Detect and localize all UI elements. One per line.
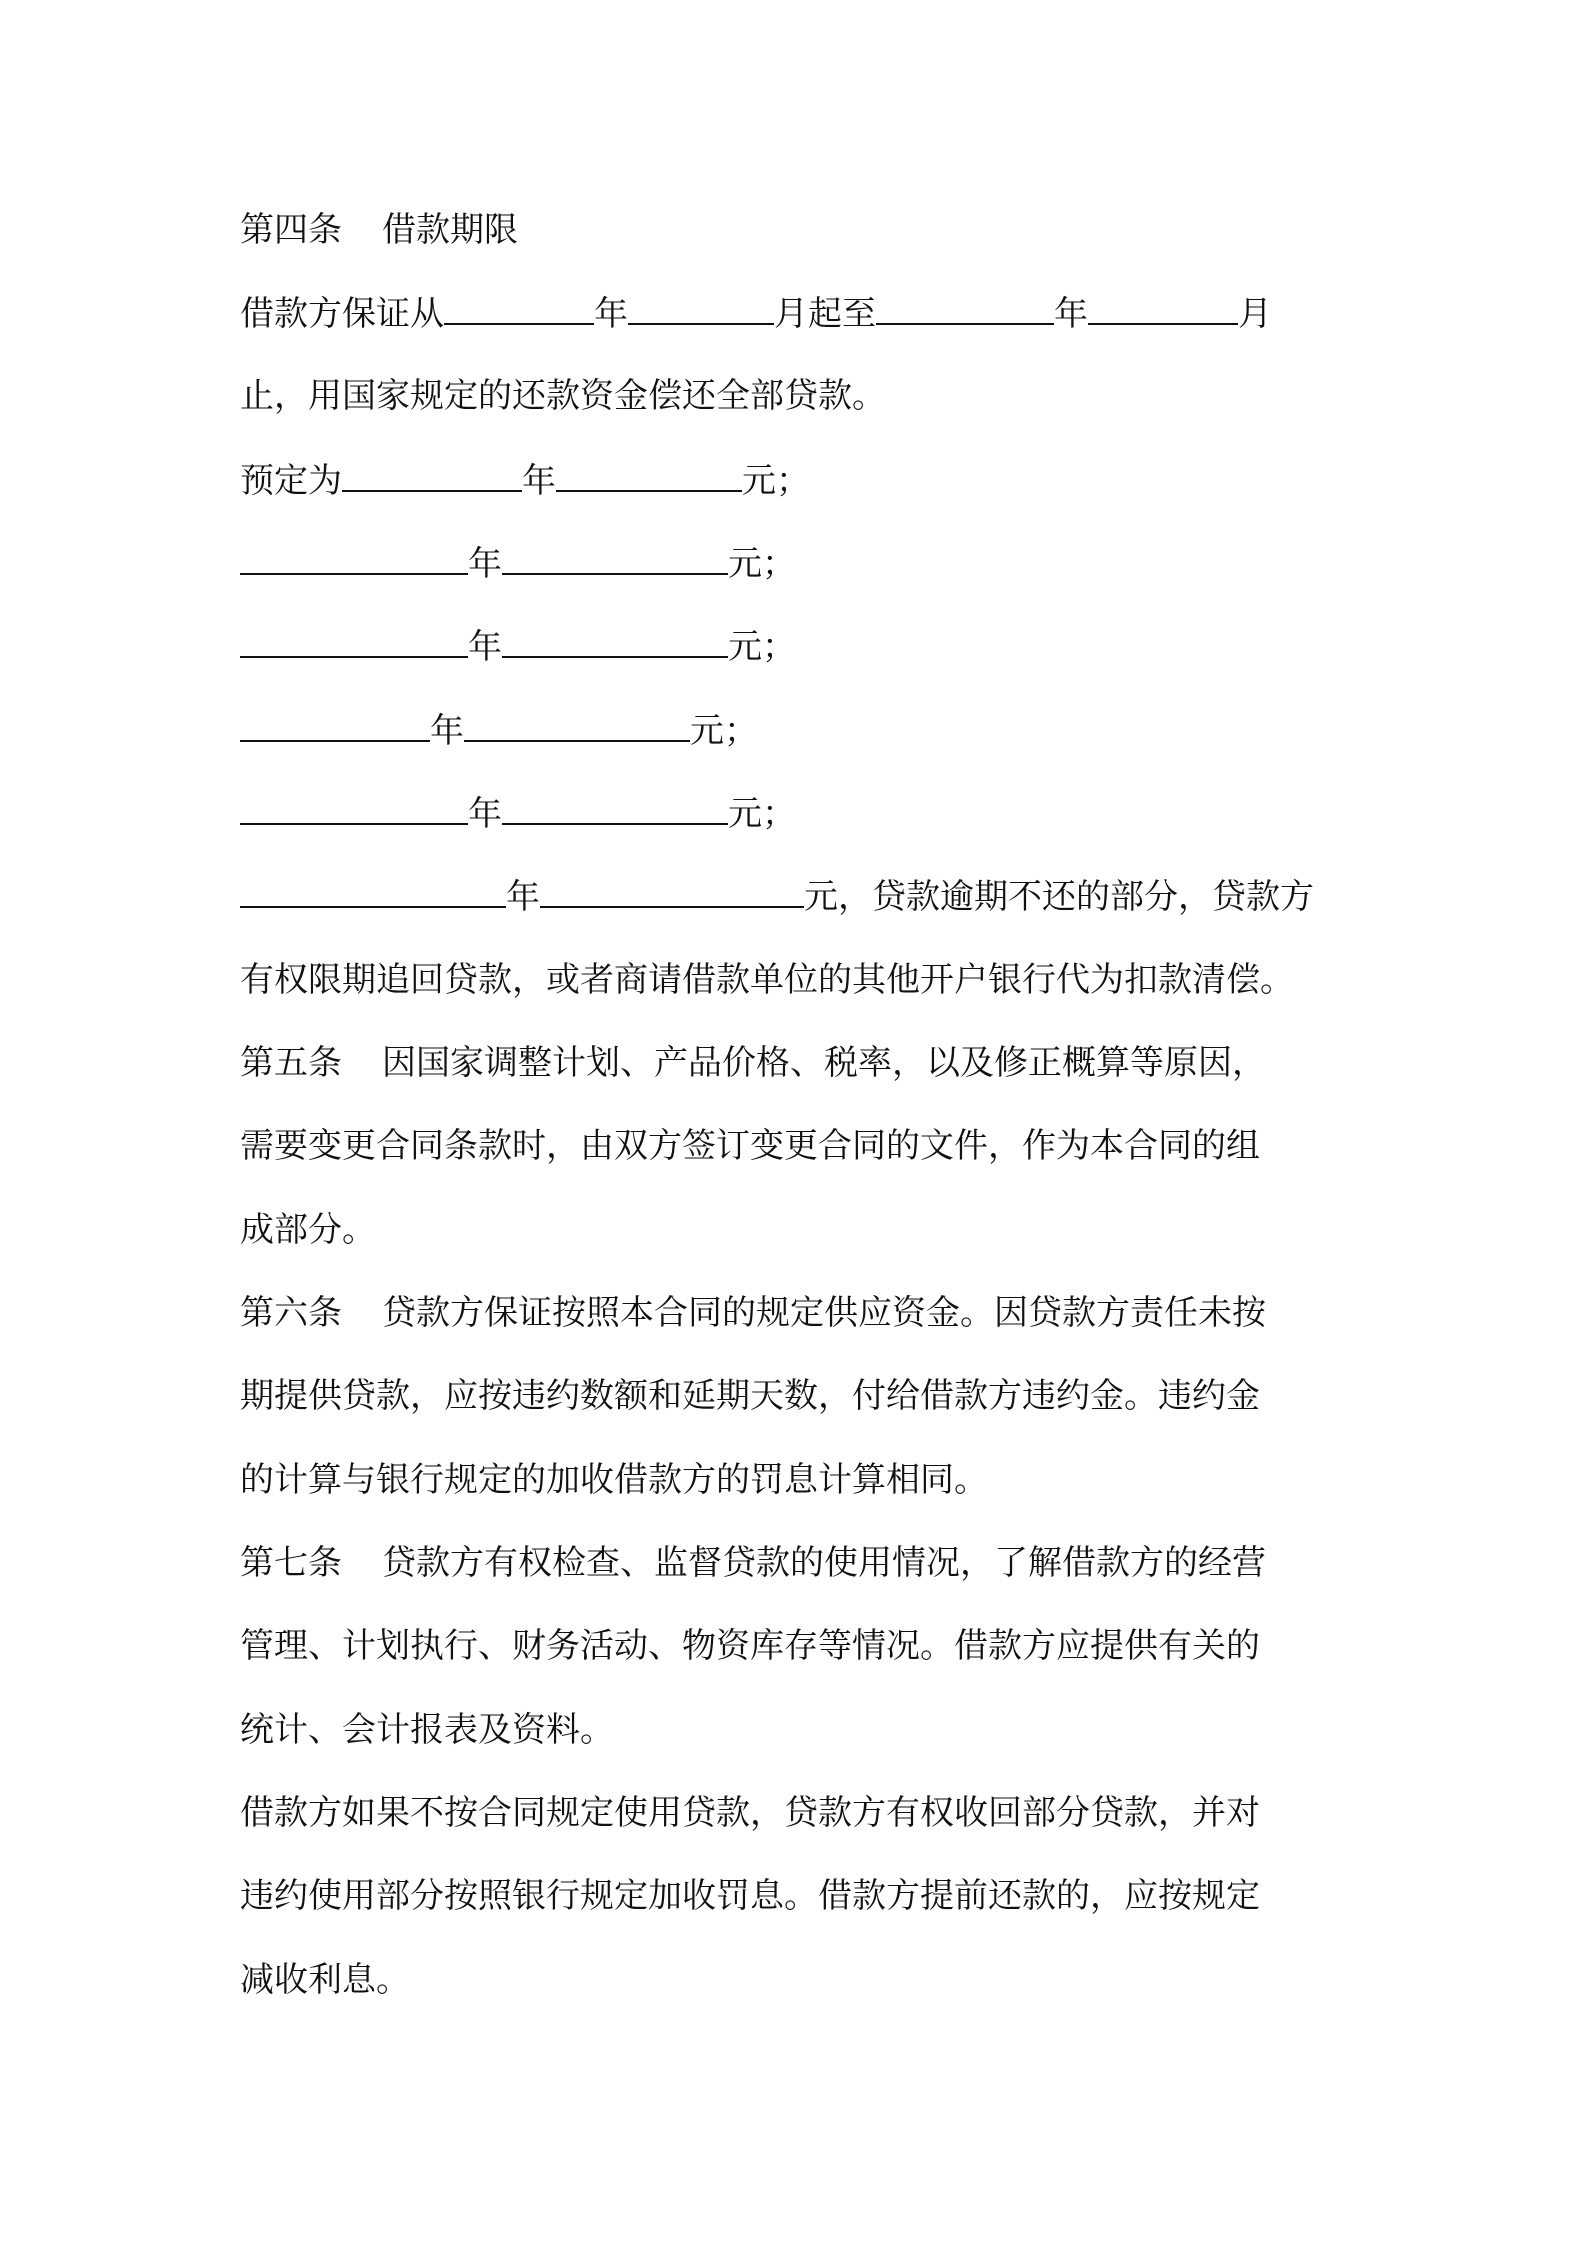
- article7-para2-line-2: 违约使用部分按照银行规定加收罚息。借款方提前还款的，应按规定: [240, 1876, 1260, 1916]
- article6-number: 第六条: [240, 1293, 342, 1333]
- term-text-from: 借款方保证从: [240, 294, 444, 334]
- blank-amount-1[interactable]: [556, 460, 742, 492]
- article6-line-3: 的计算与银行规定的加收借款方的罚息计算相同。: [240, 1460, 988, 1500]
- blank-year-2[interactable]: [240, 543, 468, 575]
- blank-year-6[interactable]: [240, 876, 506, 908]
- article7-para2-line-1: 借款方如果不按合同规定使用贷款，贷款方有权收回部分贷款，并对: [240, 1793, 1260, 1833]
- schedule-row-3: [240, 626, 796, 667]
- article6-line-1: [240, 1293, 1266, 1333]
- blank-amount-5[interactable]: [502, 793, 728, 825]
- article4-recovery-line: 有权限期追回贷款，或者商请借款单位的其他开户银行代为扣款清偿。: [240, 960, 1294, 1000]
- schedule-row-2: [240, 543, 796, 584]
- schedule-row-4: [240, 710, 758, 751]
- schedule-row-1: [240, 460, 810, 501]
- year-label: 年: [468, 544, 502, 584]
- blank-year-3[interactable]: [240, 626, 468, 658]
- article4-number: 第四条: [240, 210, 342, 250]
- article6-line-2: 期提供贷款，应按违约数额和延期天数，付给借款方违约金。违约金: [240, 1376, 1260, 1416]
- year-label: 年: [506, 877, 540, 917]
- blank-amount-4[interactable]: [464, 710, 690, 742]
- schedule-label: 预定为: [240, 461, 342, 501]
- blank-start-year[interactable]: [444, 293, 594, 325]
- article7-line-1: [240, 1543, 1266, 1583]
- yuan-label: 元；: [728, 627, 796, 667]
- article5-line-1: [240, 1043, 1266, 1083]
- article4-heading: [240, 210, 518, 250]
- article5-line-2: 需要变更合同条款时，由双方签订变更合同的文件，作为本合同的组: [240, 1126, 1260, 1166]
- year-label: 年: [522, 461, 556, 501]
- blank-year-4[interactable]: [240, 710, 430, 742]
- year-label: 年: [430, 711, 464, 751]
- blank-start-month[interactable]: [628, 293, 774, 325]
- article5-number: 第五条: [240, 1043, 342, 1083]
- term-text-year-2: 年: [1054, 294, 1088, 334]
- year-label: 年: [468, 794, 502, 834]
- article7-line-2: 管理、计划执行、财务活动、物资库存等情况。借款方应提供有关的: [240, 1626, 1260, 1666]
- article5-text: 因国家调整计划、产品价格、税率，以及修正概算等原因，: [382, 1043, 1266, 1083]
- yuan-label: 元；: [728, 794, 796, 834]
- yuan-label: 元；: [690, 711, 758, 751]
- term-text-year: 年: [594, 294, 628, 334]
- schedule-row-5: [240, 793, 796, 834]
- blank-amount-2[interactable]: [502, 543, 728, 575]
- article7-line-3: 统计、会计报表及资料。: [240, 1710, 614, 1750]
- article4-term-line: [240, 293, 1272, 334]
- blank-end-month[interactable]: [1088, 293, 1238, 325]
- term-text-month: 月: [1238, 294, 1272, 334]
- blank-end-year[interactable]: [876, 293, 1054, 325]
- article4-title: 借款期限: [382, 210, 518, 250]
- overdue-text: 元，贷款逾期不还的部分，贷款方: [804, 877, 1314, 917]
- yuan-label: 元；: [742, 461, 810, 501]
- year-label: 年: [468, 627, 502, 667]
- article6-text: 贷款方保证按照本合同的规定供应资金。因贷款方责任未按: [382, 1293, 1266, 1333]
- blank-amount-6[interactable]: [540, 876, 804, 908]
- yuan-label: 元；: [728, 544, 796, 584]
- article4-repay-line: 止，用国家规定的还款资金偿还全部贷款。: [240, 376, 886, 416]
- article7-para2-line-3: 减收利息。: [240, 1960, 410, 2000]
- article5-line-3: 成部分。: [240, 1210, 376, 1250]
- blank-year-5[interactable]: [240, 793, 468, 825]
- article7-number: 第七条: [240, 1543, 342, 1583]
- blank-amount-3[interactable]: [502, 626, 728, 658]
- blank-year-1[interactable]: [342, 460, 522, 492]
- article7-text: 贷款方有权检查、监督贷款的使用情况，了解借款方的经营: [382, 1543, 1266, 1583]
- term-text-until: 月起至: [774, 294, 876, 334]
- schedule-row-6: [240, 876, 1314, 917]
